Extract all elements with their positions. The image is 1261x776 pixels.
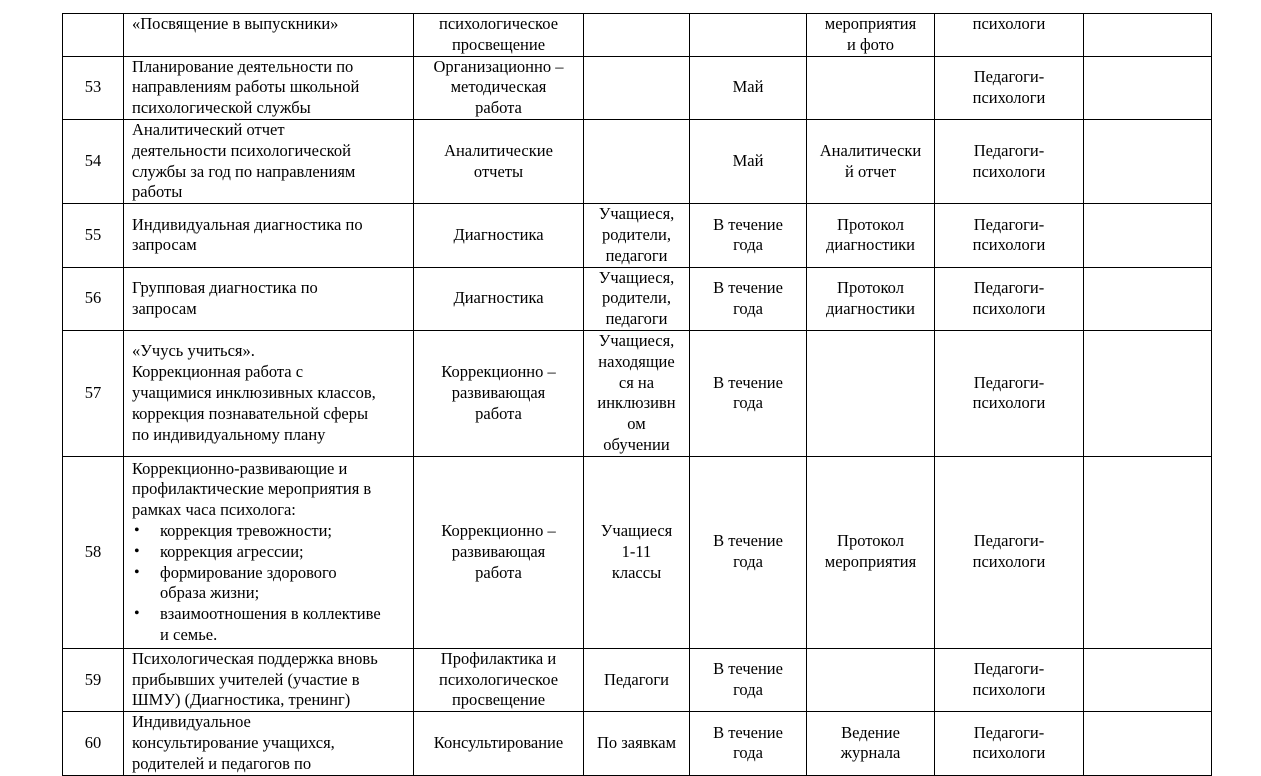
- cell-text-line: Аналитический отчет: [132, 119, 285, 139]
- cell-direction: [414, 56, 584, 119]
- cell-number: [63, 119, 124, 203]
- cell-direction: [414, 119, 584, 203]
- cell-timing: [690, 330, 807, 456]
- cell-activity: [124, 330, 414, 456]
- cell-result: [807, 14, 935, 57]
- cell-text-line: Коррекционно –: [441, 521, 556, 541]
- cell-text-line: просвещение: [451, 34, 546, 54]
- cell-responsible: [935, 56, 1084, 119]
- cell-text-line: Педагоги-: [973, 531, 1045, 551]
- cell-participants: [584, 456, 690, 648]
- cell-text-line: мероприятия: [824, 552, 917, 572]
- bullet-list: [132, 521, 409, 646]
- cell-direction: [414, 267, 584, 330]
- cell-text-line: В течение: [713, 372, 783, 392]
- cell-activity: [124, 267, 414, 330]
- cell-text-line: инклюзивн: [597, 393, 676, 413]
- table-row: [63, 648, 1212, 711]
- cell-activity: [124, 14, 414, 57]
- cell-text-line: психологи: [972, 161, 1046, 181]
- cell-text-line: В течение: [713, 277, 783, 297]
- cell-text-line: ся на: [618, 372, 655, 392]
- cell-direction: [414, 330, 584, 456]
- cell-text-line: Организационно –: [433, 56, 564, 76]
- bullet-text-line: • коррекция тревожности;: [160, 521, 332, 541]
- cell-timing: [690, 712, 807, 775]
- cell-number: [63, 330, 124, 456]
- cell-text-line: классы: [611, 562, 662, 582]
- cell-text-line: года: [733, 679, 763, 699]
- cell-timing: [690, 119, 807, 203]
- cell-text-line: Психологическая поддержка вновь: [132, 648, 378, 668]
- cell-result: [807, 267, 935, 330]
- cell-text: 53: [84, 77, 102, 97]
- cell-number: [63, 14, 124, 57]
- cell-number: [63, 267, 124, 330]
- cell-text-line: «Посвящение в выпускники»: [132, 14, 339, 33]
- cell-text-line: Учащиеся,: [598, 204, 675, 224]
- cell-responsible: [935, 119, 1084, 203]
- cell-notes: [1084, 456, 1212, 648]
- cell-text-line: Диагностика: [453, 288, 544, 308]
- cell-text-line: Педагоги-: [973, 659, 1045, 679]
- cell-text-line: Аналитические: [444, 140, 553, 160]
- cell-result: [807, 456, 935, 648]
- cell-text-line: Протокол: [837, 277, 904, 297]
- cell-text-line: психологи: [972, 743, 1046, 763]
- table-row: [63, 14, 1212, 57]
- cell-text-line: ом: [627, 414, 646, 434]
- cell-participants: [584, 712, 690, 775]
- cell-timing: [690, 267, 807, 330]
- cell-direction: [414, 14, 584, 57]
- cell-result: [807, 648, 935, 711]
- bullet-item: [132, 604, 409, 646]
- cell-text-line: Индивидуальная диагностика по: [132, 214, 363, 234]
- cell-text-line: психологи: [972, 14, 1046, 33]
- bullet-text-line: • формирование здорового: [160, 562, 337, 582]
- table-row: [63, 456, 1212, 648]
- cell-text-line: родителей и педагогов по: [132, 753, 312, 773]
- work-plan-table: [62, 13, 1212, 776]
- cell-number: [63, 456, 124, 648]
- cell-text: 55: [84, 224, 102, 244]
- cell-number: [63, 648, 124, 711]
- cell-responsible: [935, 648, 1084, 711]
- cell-activity: [124, 712, 414, 775]
- cell-text-line: года: [733, 235, 763, 255]
- cell-result: [807, 204, 935, 267]
- cell-number: [63, 712, 124, 775]
- cell-timing: [690, 648, 807, 711]
- cell-text: Май: [732, 151, 764, 171]
- cell-text-line: педагоги: [605, 309, 668, 329]
- cell-text-line: 1-11: [621, 541, 652, 561]
- cell-responsible: [935, 267, 1084, 330]
- cell-text-line: психологи: [972, 235, 1046, 255]
- bullet-item: [132, 521, 409, 542]
- cell-text-line: журнала: [840, 743, 901, 763]
- cell-text-line: Педагоги-: [973, 722, 1045, 742]
- cell-text-line: запросам: [132, 298, 197, 318]
- cell-text-line: родители,: [602, 224, 671, 244]
- cell-text: 58: [84, 541, 102, 561]
- cell-text-line: Коррекционная работа с: [132, 362, 304, 382]
- cell-text-line: развивающая: [451, 382, 546, 402]
- cell-number: [63, 204, 124, 267]
- cell-notes: [1084, 119, 1212, 203]
- table-row: [63, 267, 1212, 330]
- cell-notes: [1084, 648, 1212, 711]
- cell-text-line: В течение: [713, 214, 783, 234]
- cell-responsible: [935, 14, 1084, 57]
- cell-text-line: психологи: [972, 393, 1046, 413]
- cell-text-line: отчеты: [473, 161, 524, 181]
- cell-text-line: прибывших учителей (участие в: [132, 669, 360, 689]
- cell-text-line: В течение: [713, 659, 783, 679]
- cell-text-line: педагоги: [605, 245, 668, 265]
- cell-text-line: В течение: [713, 722, 783, 742]
- cell-text-line: и фото: [847, 34, 894, 54]
- cell-text-line: деятельности психологической: [132, 140, 351, 160]
- cell-text-line: Педагоги-: [973, 277, 1045, 297]
- cell-text-line: просвещение: [451, 690, 546, 710]
- cell-notes: [1084, 330, 1212, 456]
- cell-text-line: Педагоги: [604, 669, 669, 689]
- cell-activity: [124, 456, 414, 648]
- cell-text: Май: [732, 77, 764, 97]
- cell-text: 54: [84, 151, 102, 171]
- cell-text-line: Протокол: [837, 214, 904, 234]
- cell-text-line: Коррекционно –: [441, 362, 556, 382]
- cell-text: 60: [84, 732, 102, 752]
- cell-activity: [124, 119, 414, 203]
- cell-text-line: года: [733, 552, 763, 572]
- cell-text-line: Индивидуальное: [132, 712, 251, 732]
- cell-timing: [690, 456, 807, 648]
- cell-text-line: диагностики: [825, 298, 916, 318]
- cell-participants: [584, 56, 690, 119]
- cell-responsible: [935, 204, 1084, 267]
- cell-timing: [690, 56, 807, 119]
- table-row: [63, 330, 1212, 456]
- cell-text-line: консультирование учащихся,: [132, 732, 335, 752]
- cell-text-line: «Учусь учиться».: [132, 341, 255, 361]
- cell-text-line: службы за год по направлениям: [132, 161, 356, 181]
- cell-text-line: года: [733, 393, 763, 413]
- cell-text-line: психологи: [972, 552, 1046, 572]
- bullet-item: [132, 542, 409, 563]
- cell-text-line: развивающая: [451, 541, 546, 561]
- cell-text-line: Учащиеся: [600, 521, 673, 541]
- table-row: [63, 119, 1212, 203]
- cell-text-line: Педагоги-: [973, 66, 1045, 86]
- cell-text-line: работа: [475, 98, 522, 118]
- cell-text-line: учащимися инклюзивных классов,: [132, 382, 376, 402]
- work-plan-table-body: [63, 14, 1212, 776]
- cell-participants: [584, 267, 690, 330]
- cell-text-line: по индивидуальному плану: [132, 424, 326, 444]
- cell-direction: [414, 648, 584, 711]
- cell-notes: [1084, 267, 1212, 330]
- cell-participants: [584, 204, 690, 267]
- cell-activity: [124, 56, 414, 119]
- table-row: [63, 204, 1212, 267]
- cell-text-line: й отчет: [844, 161, 897, 181]
- bullet-text-line: образа жизни;: [160, 583, 260, 603]
- cell-notes: [1084, 204, 1212, 267]
- cell-text-line: родители,: [602, 288, 671, 308]
- cell-text-line: года: [733, 743, 763, 763]
- cell-timing: [690, 14, 807, 57]
- cell-text-line: Групповая диагностика по: [132, 277, 318, 297]
- cell-text: 56: [84, 288, 102, 308]
- cell-direction: [414, 456, 584, 648]
- table-row: [63, 712, 1212, 775]
- cell-text-line: психологической службы: [132, 98, 311, 118]
- cell-text-line: психологическое: [438, 14, 559, 33]
- cell-text-line: Учащиеся,: [598, 267, 675, 287]
- cell-text-line: года: [733, 298, 763, 318]
- cell-text-line: Педагоги-: [973, 214, 1045, 234]
- cell-text-line: Педагоги-: [973, 140, 1045, 160]
- cell-text-line: методическая: [450, 77, 547, 97]
- cell-text-line: Профилактика и: [440, 648, 557, 668]
- cell-text-line: психологи: [972, 87, 1046, 107]
- cell-number: [63, 56, 124, 119]
- cell-timing: [690, 204, 807, 267]
- cell-text-line: В течение: [713, 531, 783, 551]
- cell-text-line: находящие: [598, 351, 675, 371]
- cell-notes: [1084, 14, 1212, 57]
- cell-notes: [1084, 712, 1212, 775]
- cell-activity: [124, 204, 414, 267]
- cell-text-line: Учащиеся,: [598, 330, 675, 350]
- cell-result: [807, 330, 935, 456]
- cell-text-line: По заявкам: [596, 732, 677, 752]
- cell-text-line: Планирование деятельности по: [132, 56, 354, 76]
- cell-activity: [124, 648, 414, 711]
- cell-text: 57: [84, 382, 102, 402]
- cell-text-line: Аналитически: [819, 140, 922, 160]
- cell-text-line: Ведение: [841, 722, 900, 742]
- cell-result: [807, 56, 935, 119]
- cell-text-line: профилактические мероприятия в: [132, 479, 372, 499]
- cell-text-line: работа: [475, 562, 522, 582]
- cell-text-line: работа: [475, 403, 522, 423]
- cell-responsible: [935, 330, 1084, 456]
- cell-text-line: психологическое: [438, 669, 559, 689]
- cell-responsible: [935, 456, 1084, 648]
- cell-text-line: диагностики: [825, 235, 916, 255]
- table-row: [63, 56, 1212, 119]
- cell-text-line: психологи: [972, 298, 1046, 318]
- cell-participants: [584, 648, 690, 711]
- cell-text-line: Протокол: [837, 531, 904, 551]
- cell-text-line: работы: [132, 182, 183, 202]
- cell-direction: [414, 204, 584, 267]
- cell-text-line: мероприятия: [824, 14, 917, 33]
- bullet-text-line: • взаимоотношения в коллективе: [160, 604, 381, 624]
- cell-text-line: ШМУ) (Диагностика, тренинг): [132, 690, 351, 710]
- cell-result: [807, 119, 935, 203]
- cell-text-line: обучении: [603, 434, 670, 454]
- cell-text-line: Педагоги-: [973, 372, 1045, 392]
- cell-direction: [414, 712, 584, 775]
- cell-text-line: Коррекционно-развивающие и: [132, 458, 348, 478]
- cell-text-line: запросам: [132, 235, 197, 255]
- cell-participants: [584, 14, 690, 57]
- bullet-text-line: и семье.: [160, 625, 218, 645]
- bullet-item: [132, 563, 409, 605]
- cell-text-line: коррекция познавательной сферы: [132, 403, 369, 423]
- cell-text-line: направлениям работы школьной: [132, 77, 360, 97]
- cell-text: 59: [84, 669, 102, 689]
- cell-text-line: рамках часа психолога:: [132, 500, 296, 520]
- cell-text-line: Консультирование: [433, 732, 564, 752]
- cell-notes: [1084, 56, 1212, 119]
- bullet-text-line: • коррекция агрессии;: [160, 541, 304, 561]
- cell-text-line: Диагностика: [453, 224, 544, 244]
- cell-text-line: психологи: [972, 679, 1046, 699]
- cell-responsible: [935, 712, 1084, 775]
- cell-result: [807, 712, 935, 775]
- cell-participants: [584, 330, 690, 456]
- cell-participants: [584, 119, 690, 203]
